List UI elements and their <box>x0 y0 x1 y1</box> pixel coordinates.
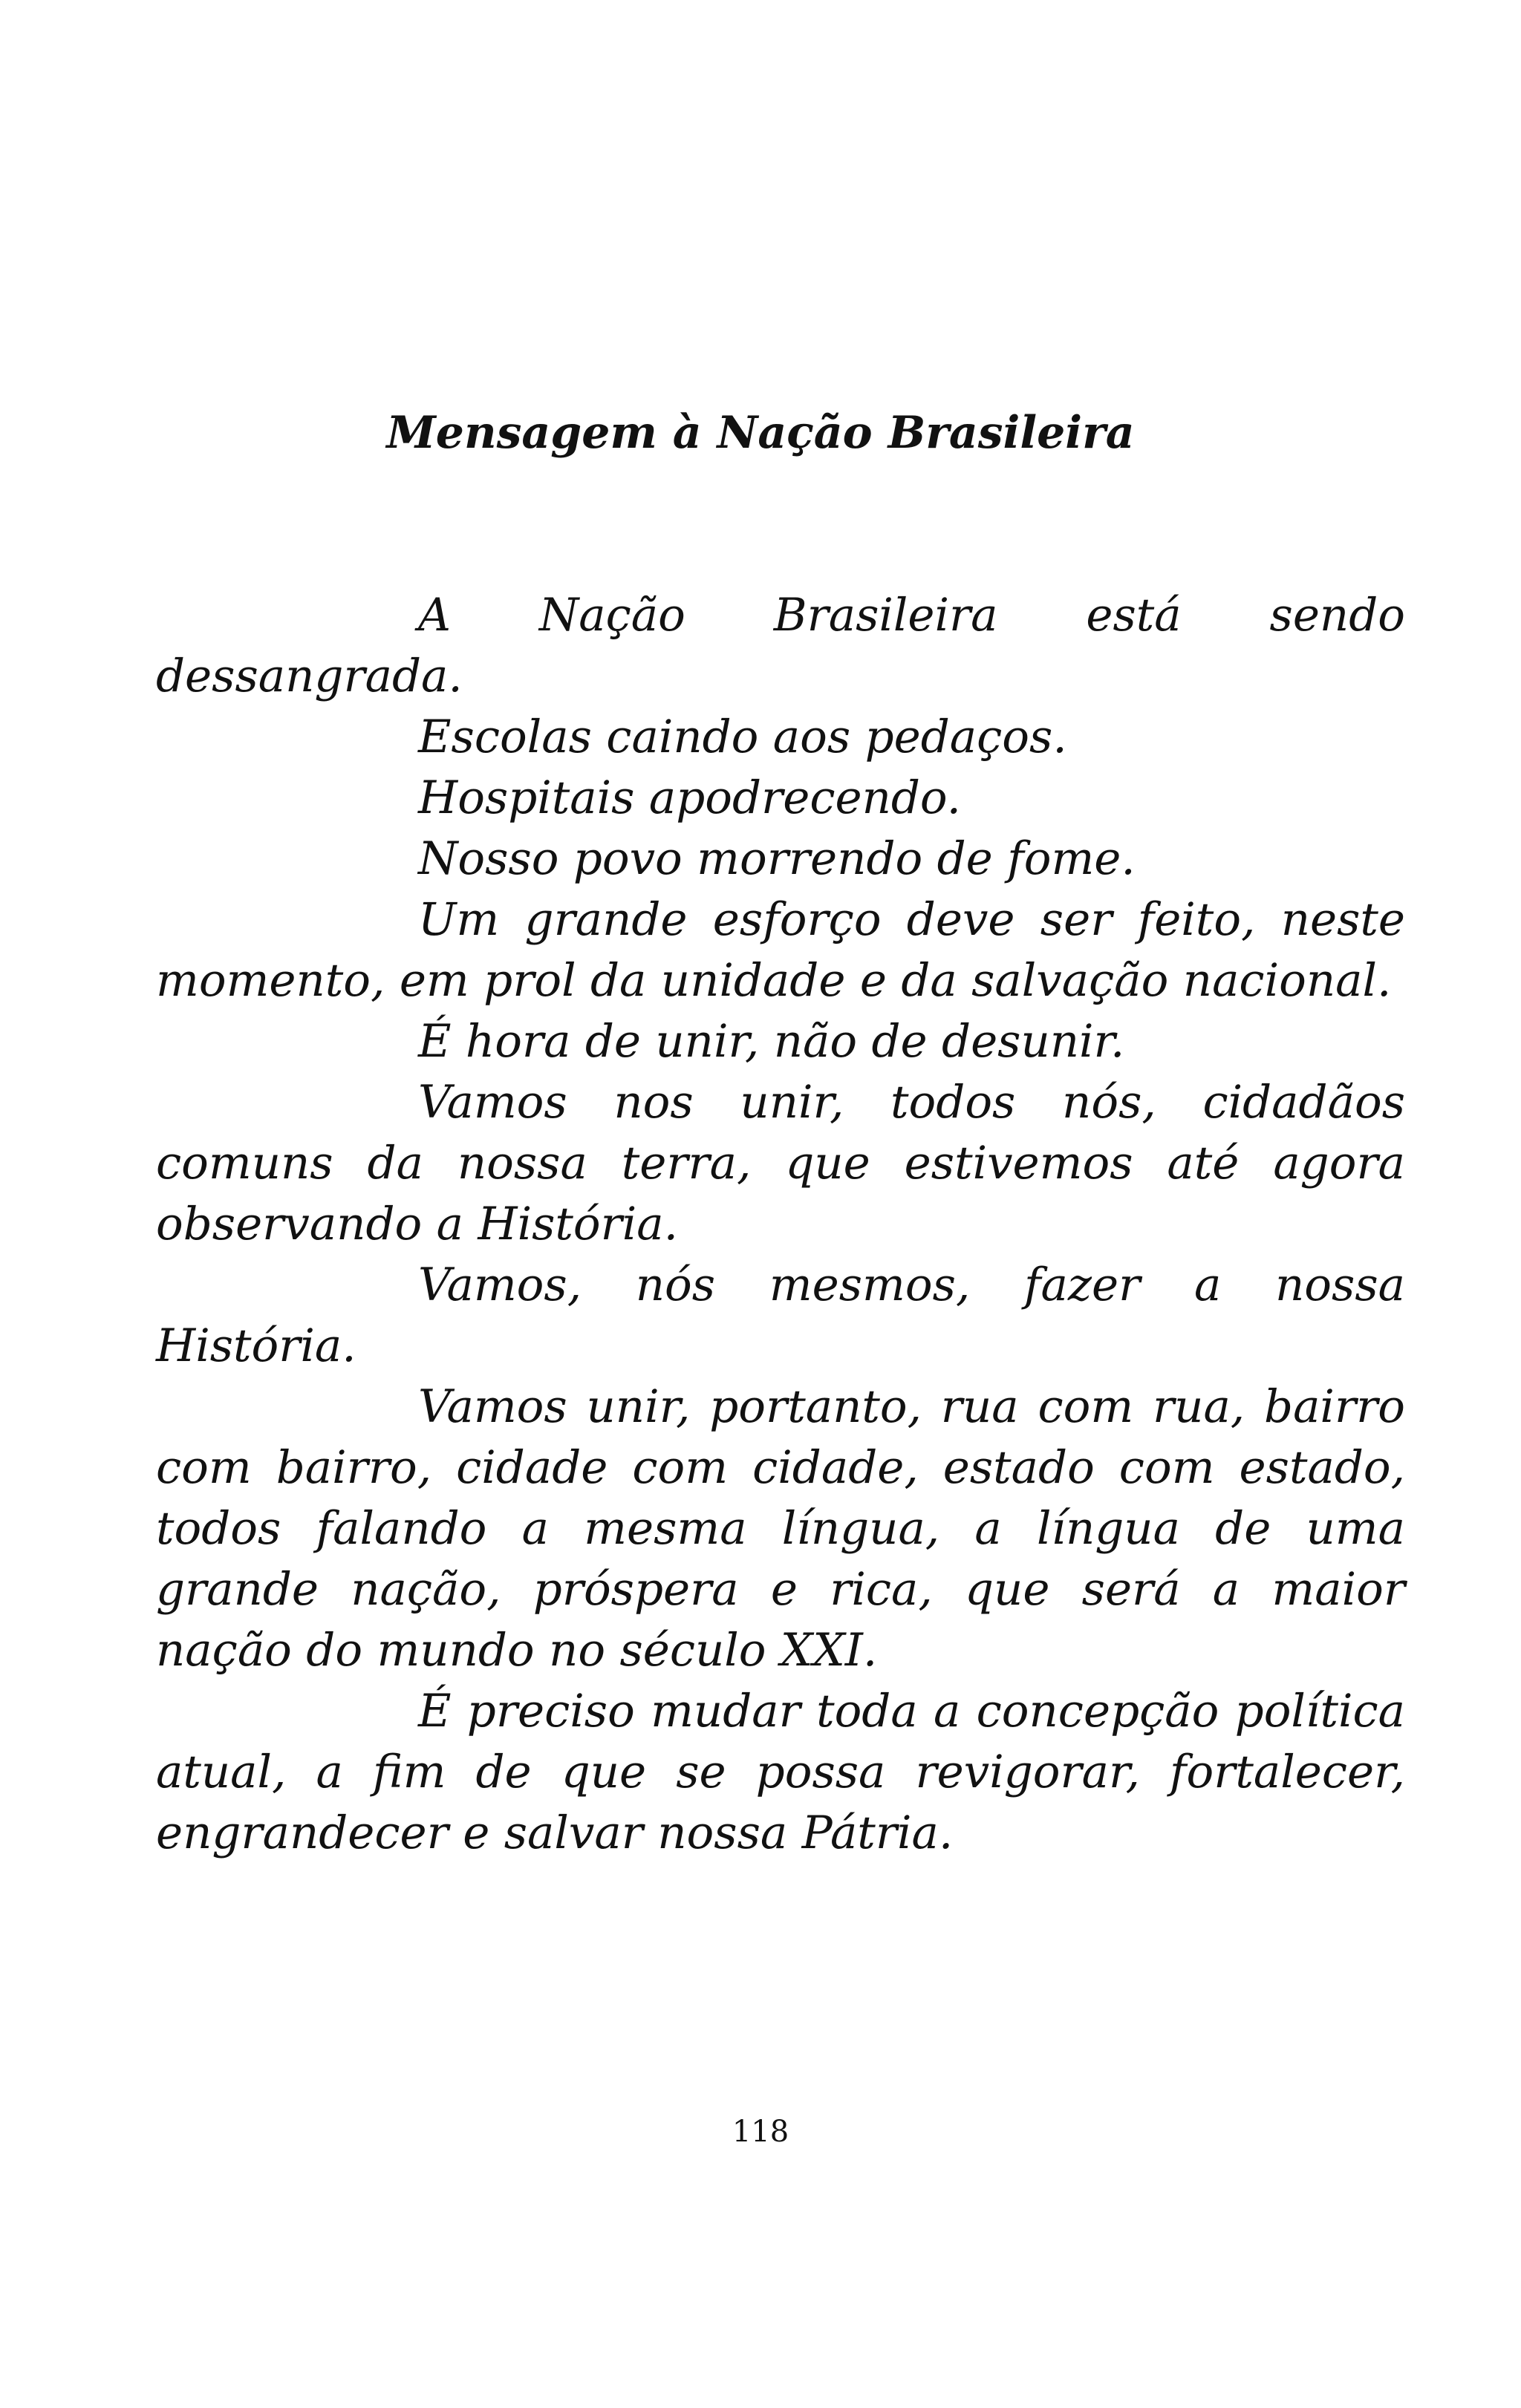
paragraph: Vamos nos unir, todos nós, cidadãos comuns da nossa terra, que estivemos até agora observando a História. <box>156 1076 1405 1250</box>
paragraph: Vamos, nós mesmos, fazer a nossa História. <box>156 1259 1405 1372</box>
paragraph: Escolas caindo aos pedaços. <box>418 711 1067 763</box>
paragraph: A Nação Brasileira está sendo dessangrada. <box>156 589 1405 702</box>
page-number: 118 <box>732 2115 789 2149</box>
paragraph: É preciso mudar toda a concepção política atual, a fim de que se possa revigorar, fortalecer, engrandecer e salvar nossa Pátria. <box>156 1685 1405 1859</box>
paragraph: Vamos unir, portanto, rua com rua, bairro com bairro, cidade com cidade, estado com estado, todos falando a mesma língua, a língua de uma grande nação, próspera e rica, que será a maior nação do mundo no século XXI. <box>156 1380 1405 1677</box>
paragraph: Hospitais apodrecendo. <box>418 771 961 824</box>
page-title: Mensagem à Nação Brasileira <box>386 407 1135 459</box>
body-text <box>156 585 1405 1864</box>
paragraph: Um grande esforço deve ser feito, neste momento, em prol da unidade e da salvação nacional. <box>156 893 1405 1007</box>
paragraph: Nosso povo morrendo de fome. <box>418 832 1136 885</box>
paragraph: É hora de unir, não de desunir. <box>418 1015 1125 1068</box>
